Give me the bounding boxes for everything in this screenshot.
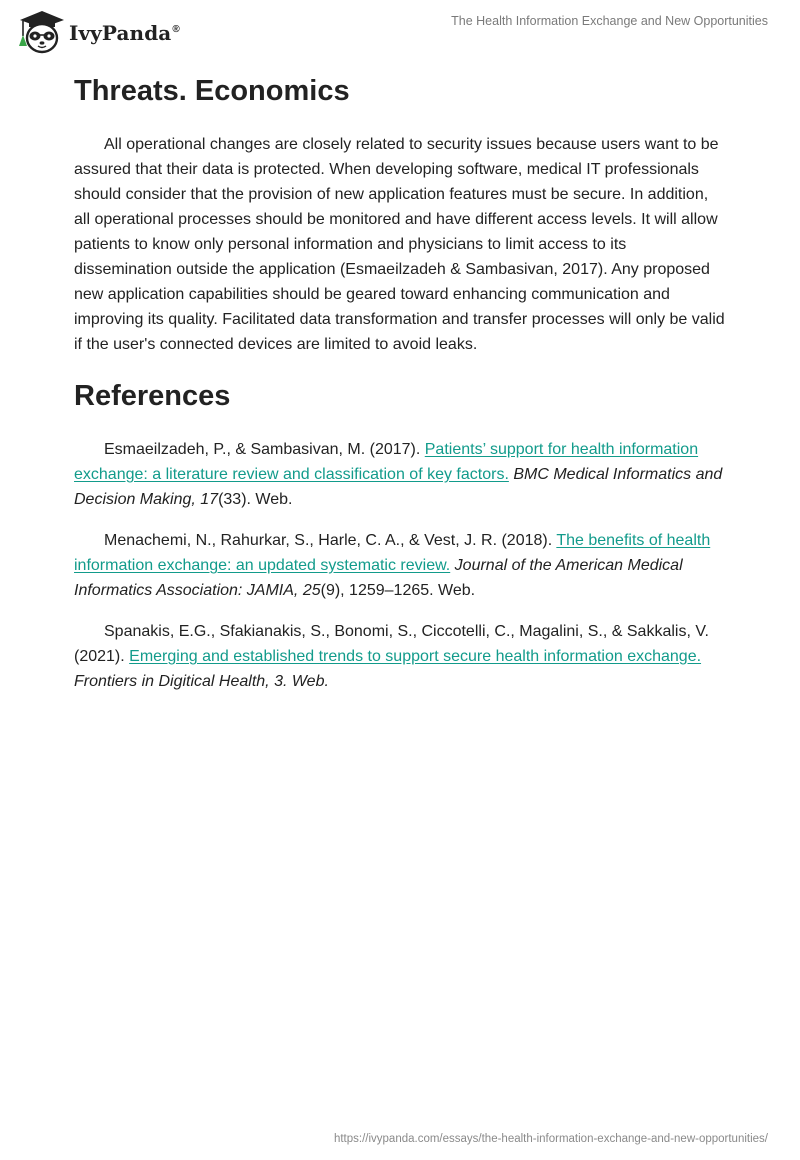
brand-name: IvyPanda®: [69, 21, 180, 45]
reference-link[interactable]: Emerging and established trends to support secure health information exchange.: [129, 648, 702, 665]
reference-journal: Frontiers in Digitical Health, 3. Web.: [74, 673, 329, 690]
reference-journal: BMC Medical Informatics and Decision Making, 17: [74, 466, 723, 508]
page-header: [0, 0, 800, 62]
reference-authors: Spanakis, E.G., Sfakianakis, S., Bonomi, S., Ciccotelli, C., Magalini, S., & Sakkalis, V. (2021).: [74, 623, 709, 665]
reference-link[interactable]: The benefits of health information exchange: an updated systematic review.: [74, 532, 711, 574]
references-heading: References: [74, 380, 231, 412]
section-heading-threats: Threats. Economics: [74, 75, 350, 107]
threats-paragraph: All operational changes are closely related to security issues because users want to be assured that their data is protected. When developing software, medical IT professionals should consider that the provision of new application features must be secure. In addition, all operational processes should be monitored and have different access levels. It will allow patients to know only personal information and physicians to limit access to its dissemination outside the application (Esmaeilzadeh & Sambasivan, 2017). Any proposed new application capabilities should be geared toward enhancing communication and improving its quality. Facilitated data transformation and transfer processes will only be valid if the user's connected devices are limited to avoid leaks.: [74, 136, 725, 353]
registered-mark: ®: [172, 24, 180, 36]
reference-item: [74, 437, 726, 512]
reference-authors: Menachemi, N., Rahurkar, S., Harle, C. A., & Vest, J. R. (2018).: [104, 532, 557, 549]
panda-graduate-icon: [14, 8, 64, 56]
footer-source-url[interactable]: https://ivypanda.com/essays/the-health-information-exchange-and-new-opportunities/: [333, 1133, 768, 1145]
reference-item: [74, 619, 726, 694]
document-title: The Health Information Exchange and New Opportunities: [451, 14, 768, 28]
reference-link[interactable]: Patients’ support for health information exchange: a literature review and classification of key factors.: [74, 441, 699, 483]
reference-details: (9), 1259–1265. Web.: [320, 582, 476, 599]
reference-authors: Esmaeilzadeh, P., & Sambasivan, M. (2017).: [104, 441, 425, 458]
reference-item: [74, 528, 726, 603]
reference-details: (33). Web.: [218, 491, 293, 508]
essay-content: [74, 72, 726, 694]
reference-journal: Journal of the American Medical Informatics Association: JAMIA, 25: [74, 557, 683, 599]
ivypanda-logo[interactable]: [14, 8, 180, 56]
